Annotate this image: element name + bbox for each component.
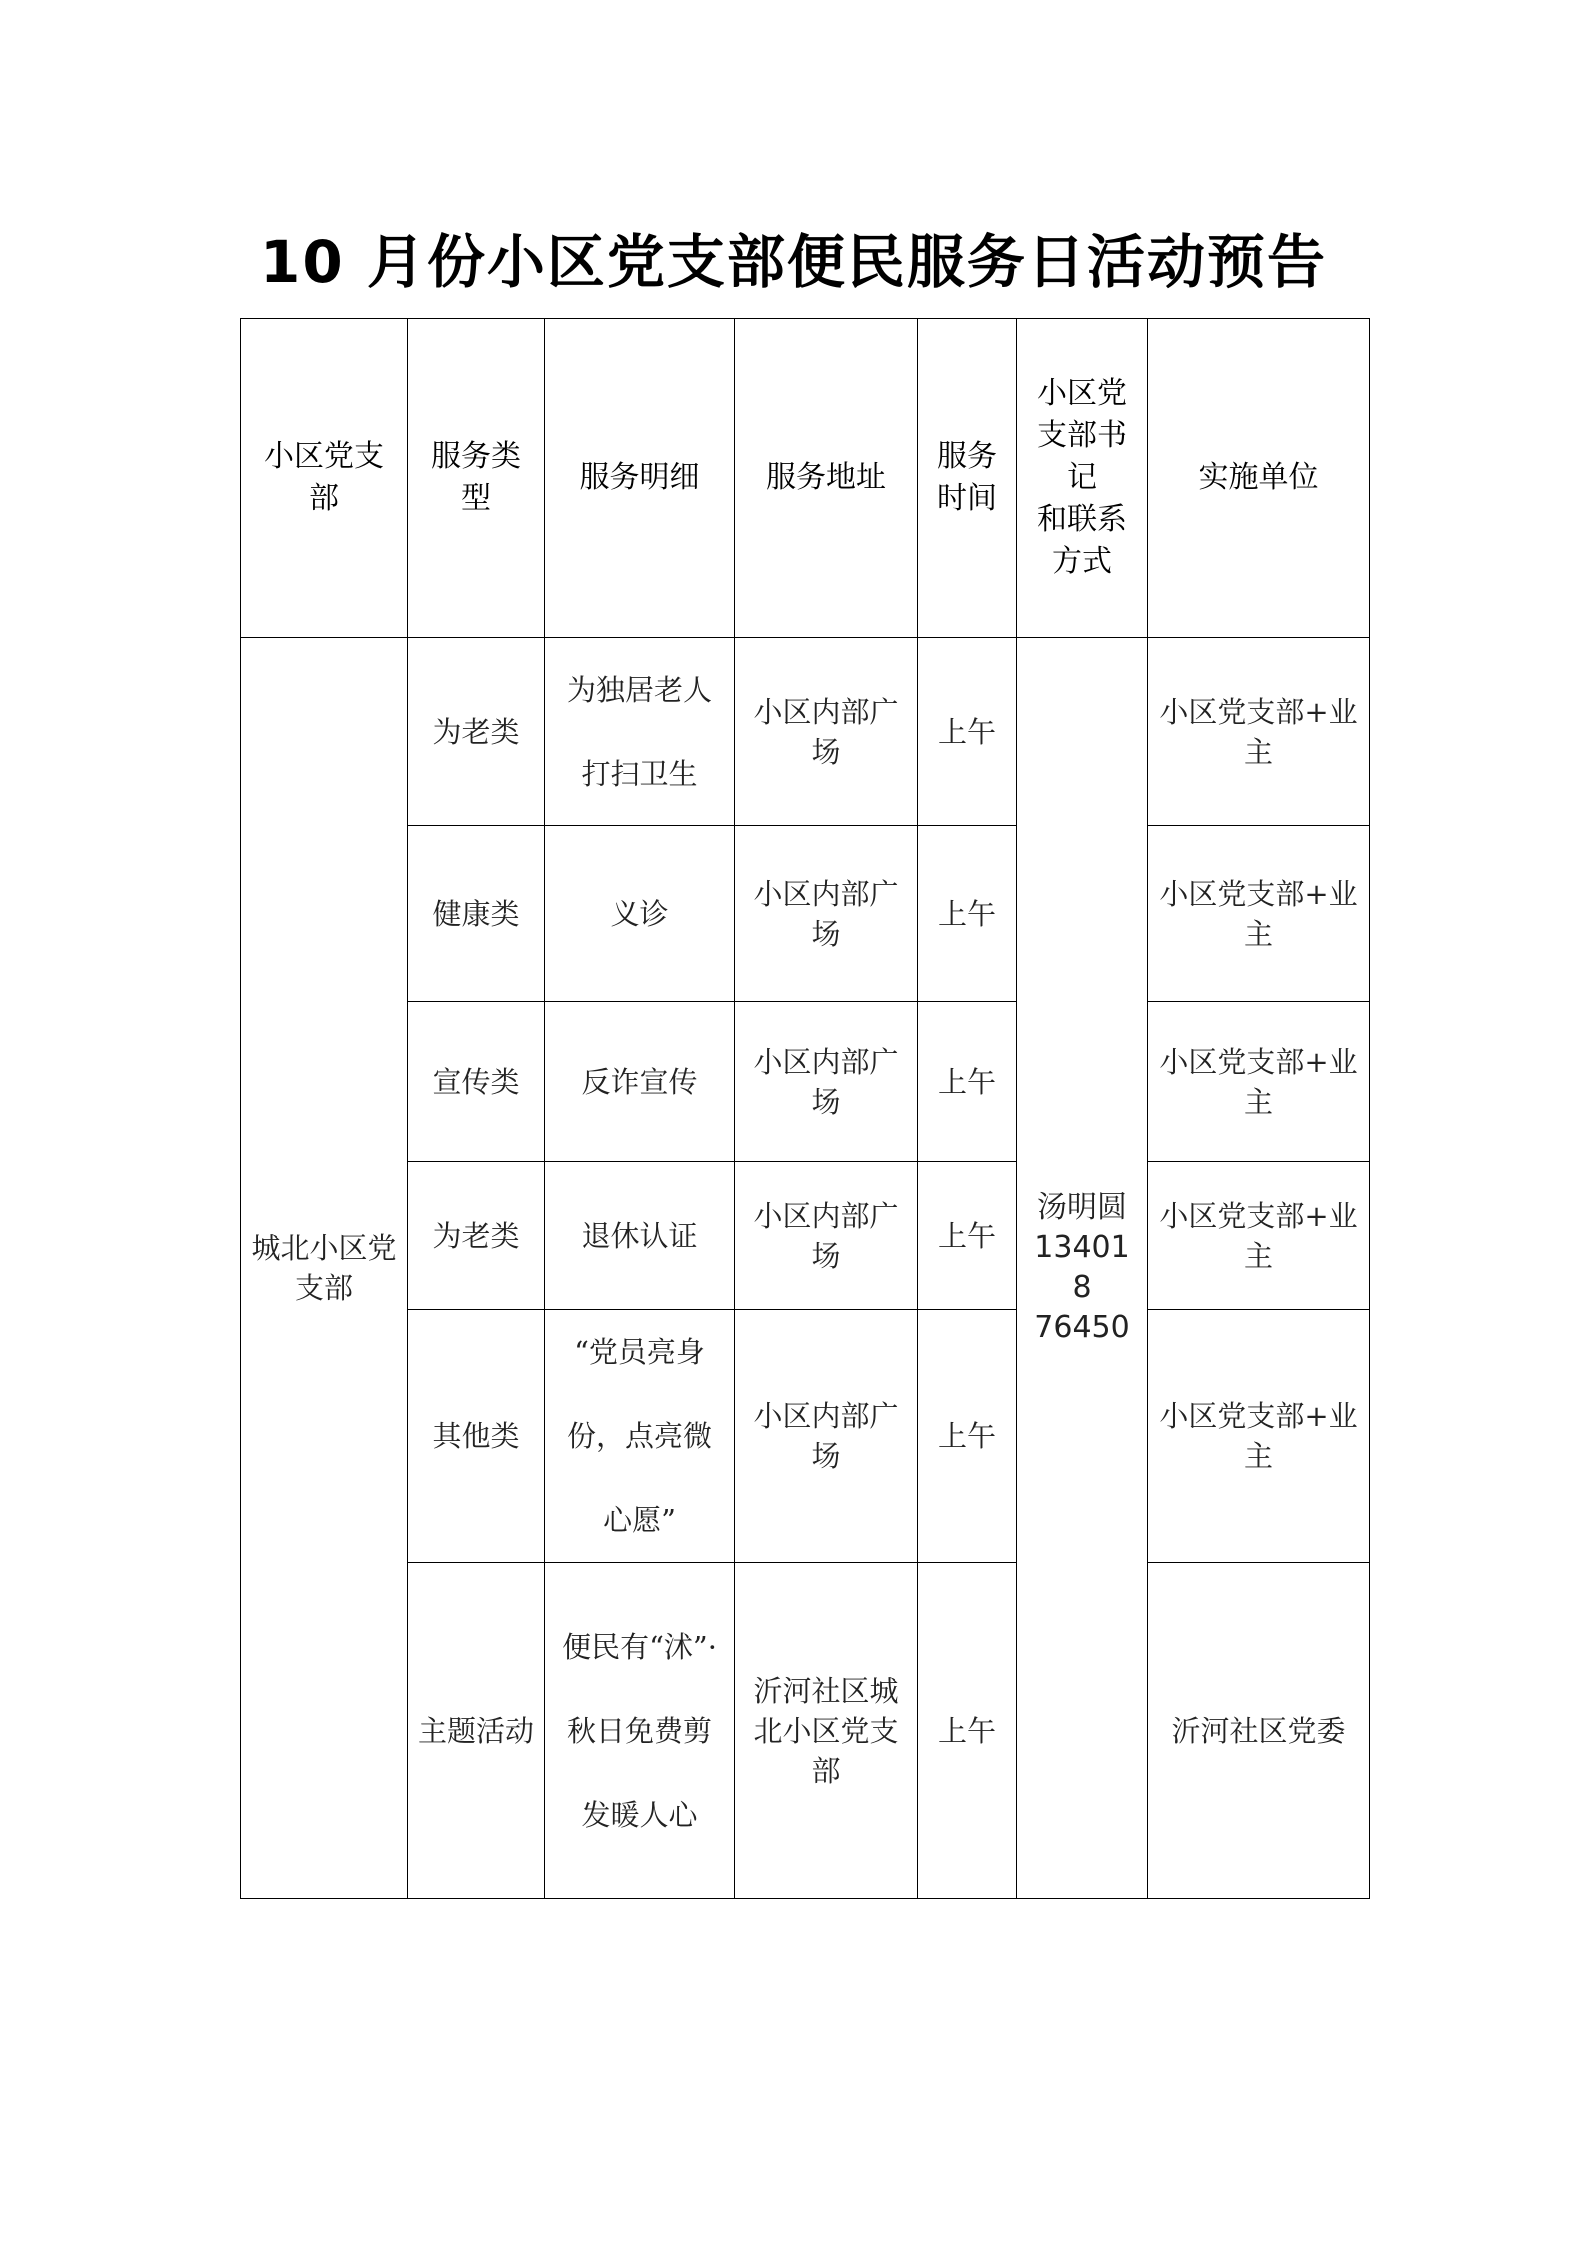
type-cell: 主题活动 [408,1563,545,1899]
type-cell: 健康类 [408,826,545,1002]
header-branch: 小区党支部 [241,319,408,638]
table-row [241,1002,1370,1162]
table-row [241,1310,1370,1563]
unit-cell: 小区党支部+业主 [1148,638,1370,826]
header-type: 服务类型 [408,319,545,638]
detail-cell: 为独居老人打扫卫生 [545,638,735,826]
table-row [241,826,1370,1002]
type-cell: 为老类 [408,1162,545,1310]
type-cell: 宣传类 [408,1002,545,1162]
time-cell: 上午 [918,1310,1017,1563]
table-row [241,638,1370,826]
table-row [241,1563,1370,1899]
type-cell: 为老类 [408,638,545,826]
type-cell: 其他类 [408,1310,545,1563]
header-row [241,319,1370,638]
time-cell: 上午 [918,1563,1017,1899]
time-cell: 上午 [918,826,1017,1002]
header-address: 服务地址 [735,319,918,638]
address-cell: 小区内部广场 [735,826,918,1002]
address-cell: 小区内部广场 [735,1002,918,1162]
contact-cell: 汤明圆 134018 76450 [1017,638,1148,1899]
time-cell: 上午 [918,1002,1017,1162]
detail-cell: 便民有“沭”·秋日免费剪发暖人心 [545,1563,735,1899]
detail-cell: 退休认证 [545,1162,735,1310]
unit-cell: 小区党支部+业主 [1148,826,1370,1002]
header-time: 服务时间 [918,319,1017,638]
address-cell: 沂河社区城北小区党支部 [735,1563,918,1899]
table-row [241,1162,1370,1310]
page-title: 10 月份小区党支部便民服务日活动预告 [260,228,1327,296]
header-contact: 小区党支部书记 和联系方式 [1017,319,1148,638]
unit-cell: 小区党支部+业主 [1148,1162,1370,1310]
detail-cell: 义诊 [545,826,735,1002]
unit-cell: 沂河社区党委 [1148,1563,1370,1899]
address-cell: 小区内部广场 [735,638,918,826]
detail-cell: “党员亮身份，点亮微心愿” [545,1310,735,1563]
header-detail: 服务明细 [545,319,735,638]
detail-cell: 反诈宣传 [545,1002,735,1162]
unit-cell: 小区党支部+业主 [1148,1310,1370,1563]
activity-table [240,318,1370,1899]
unit-cell: 小区党支部+业主 [1148,1002,1370,1162]
address-cell: 小区内部广场 [735,1310,918,1563]
time-cell: 上午 [918,1162,1017,1310]
branch-cell: 城北小区党支部 [241,638,408,1899]
header-unit: 实施单位 [1148,319,1370,638]
address-cell: 小区内部广场 [735,1162,918,1310]
time-cell: 上午 [918,638,1017,826]
